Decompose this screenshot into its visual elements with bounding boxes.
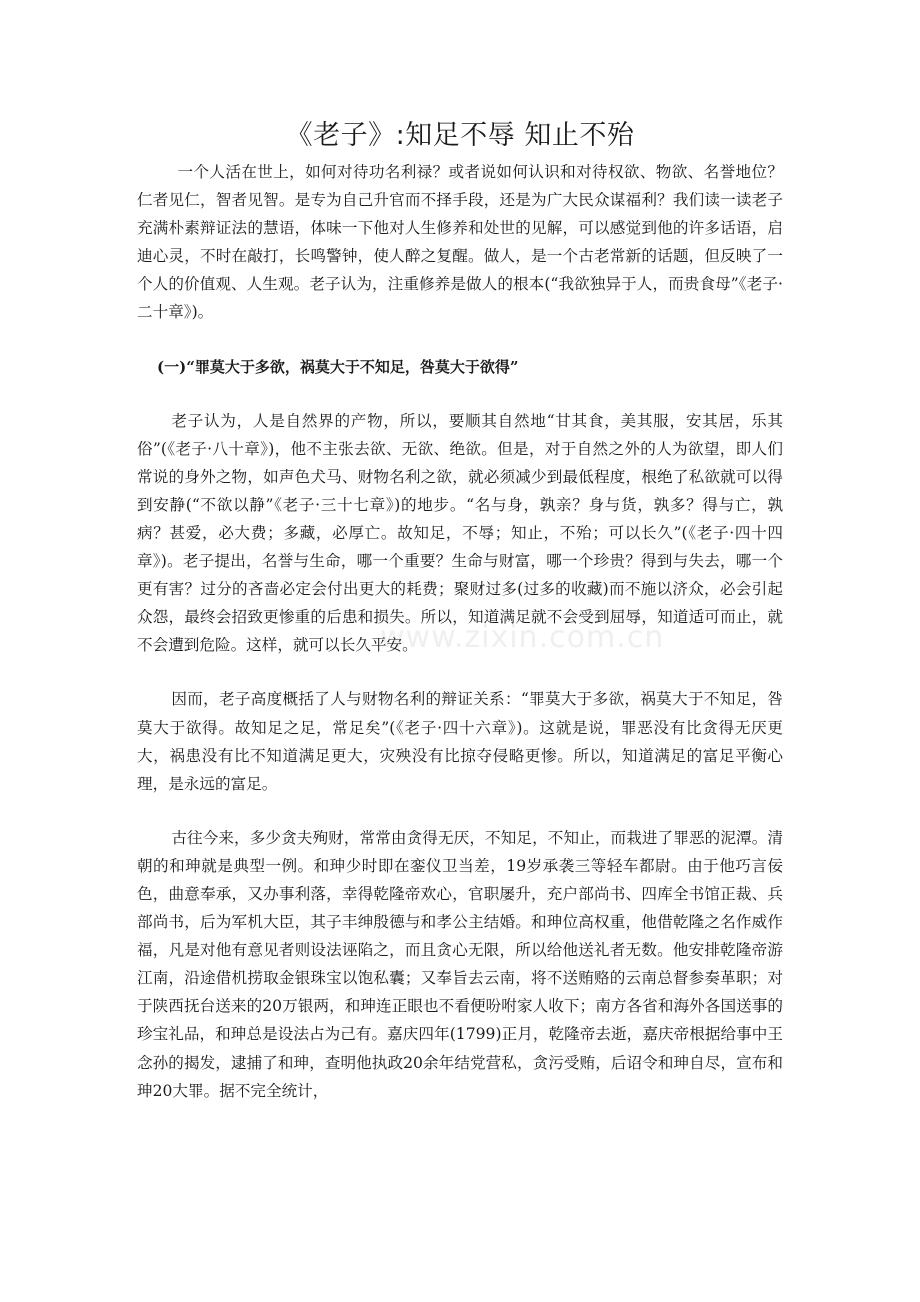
body-paragraph: 老子认为，人是自然界的产物，所以，要顺其自然地“甘其食，美其服，安其居，乐其俗”(《老子·八十章》)，他不主张去欲、无欲、绝欲。但是，对于自然之外的人为欲望，即人们常说的身外之物，如声色犬马、财物名利之欲，就必须减少到最低程度，根绝了私欲就可以得到安静(“不欲以静”《老子·三十七章》)的地步。“名与身，孰亲？身与货，孰多？得与亡，孰病？甚爱，必大费；多藏，必厚亡。故知足，不辱；知止，不殆；可以长久”(《老子·四十四章》)。老子提出，名誉与生命，哪一个重要？生命与财富，哪一个珍贵？得到与失去，哪一个更有害？过分的吝啬必定会付出更大的耗费；聚财过多(过多的收藏)而不施以济众，必会引起众怨，最终会招致更惨重的后患和损失。所以，知道满足就不会受到屈辱，知道适可而止，就不会遭到危险。这样，就可以长久平安。 bbox=[137, 411, 783, 655]
document-page bbox=[137, 118, 783, 1105]
document-title: 《老子》:知足不辱 知止不殆 bbox=[285, 120, 635, 151]
spacer bbox=[137, 381, 783, 407]
spacer bbox=[137, 798, 783, 824]
body-paragraph: 古往今来，多少贪夫殉财，常常由贪得无厌，不知足，不知止，而栽进了罪恶的泥潭。清朝的和珅就是典型一例。和珅少时即在銮仪卫当差，19岁承袭三等轻车都尉。由于他巧言佞色，曲意奉承，又办事利落，幸得乾隆帝欢心，官职屡升，充户部尚书、四库全书馆正裁、兵部尚书，后为军机大臣，其子丰绅殷德与和孝公主结婚。和珅位高权重，他借乾隆之名作威作福，凡是对他有意见者则设法诬陷之，而且贪心无限，所以给他送礼者无数。他安排乾隆帝游江南，沿途借机捞取金银珠宝以饱私囊；又奉旨去云南，将不送贿赂的云南总督参奏革职；对于陕西抚台送来的20万银两，和珅连正眼也不看便吩咐家人收下；南方各省和海外各国送事的珍宝礼品，和珅总是设法占为己有。嘉庆四年(1799)正月，乾隆帝去逝，嘉庆帝根据给事中王念孙的揭发，逮捕了和珅，查明他执政20余年结党营私，贪污受贿，后诏令和珅自尽，宣布和珅20大罪。据不完全统计， bbox=[137, 828, 783, 1100]
spacer bbox=[137, 659, 783, 685]
watermark: www.zixin.com.cn bbox=[380, 620, 665, 655]
body-paragraph: 因而，老子高度概括了人与财物名利的辩证关系：“罪莫大于多欲，祸莫大于不知足，咎莫大于欲得。故知足之足，常足矣”(《老子·四十六章》)。这就是说，罪恶没有比贪得无厌更大，祸患没有比不知道满足更大，灾殃没有比掠夺侵略更惨。所以，知道满足的富足平衡心理，是永远的富足。 bbox=[137, 690, 783, 793]
intro-paragraph: 一个人活在世上，如何对待功名利禄？或者说如何认识和对待权欲、物欲、名誉地位？仁者见仁，智者见智。是专为自己升官而不择手段，还是为广大民众谋福利？我们读一读老子充满朴素辩证法的慧语，体味一下他对人生修养和处世的见解，可以感觉到他的许多话语，启迪心灵，不时在敲打，长鸣警钟，使人醉之复醒。做人，是一个古老常新的话题，但反映了一个人的价值观、人生观。老子认为，注重修养是做人的根本(“我欲独异于人，而贵食母”《老子·二十章》)。 bbox=[137, 163, 783, 322]
spacer bbox=[137, 327, 783, 353]
section-heading: (一)“罪莫大于多欲，祸莫大于不知足，咎莫大于欲得” bbox=[157, 357, 519, 376]
